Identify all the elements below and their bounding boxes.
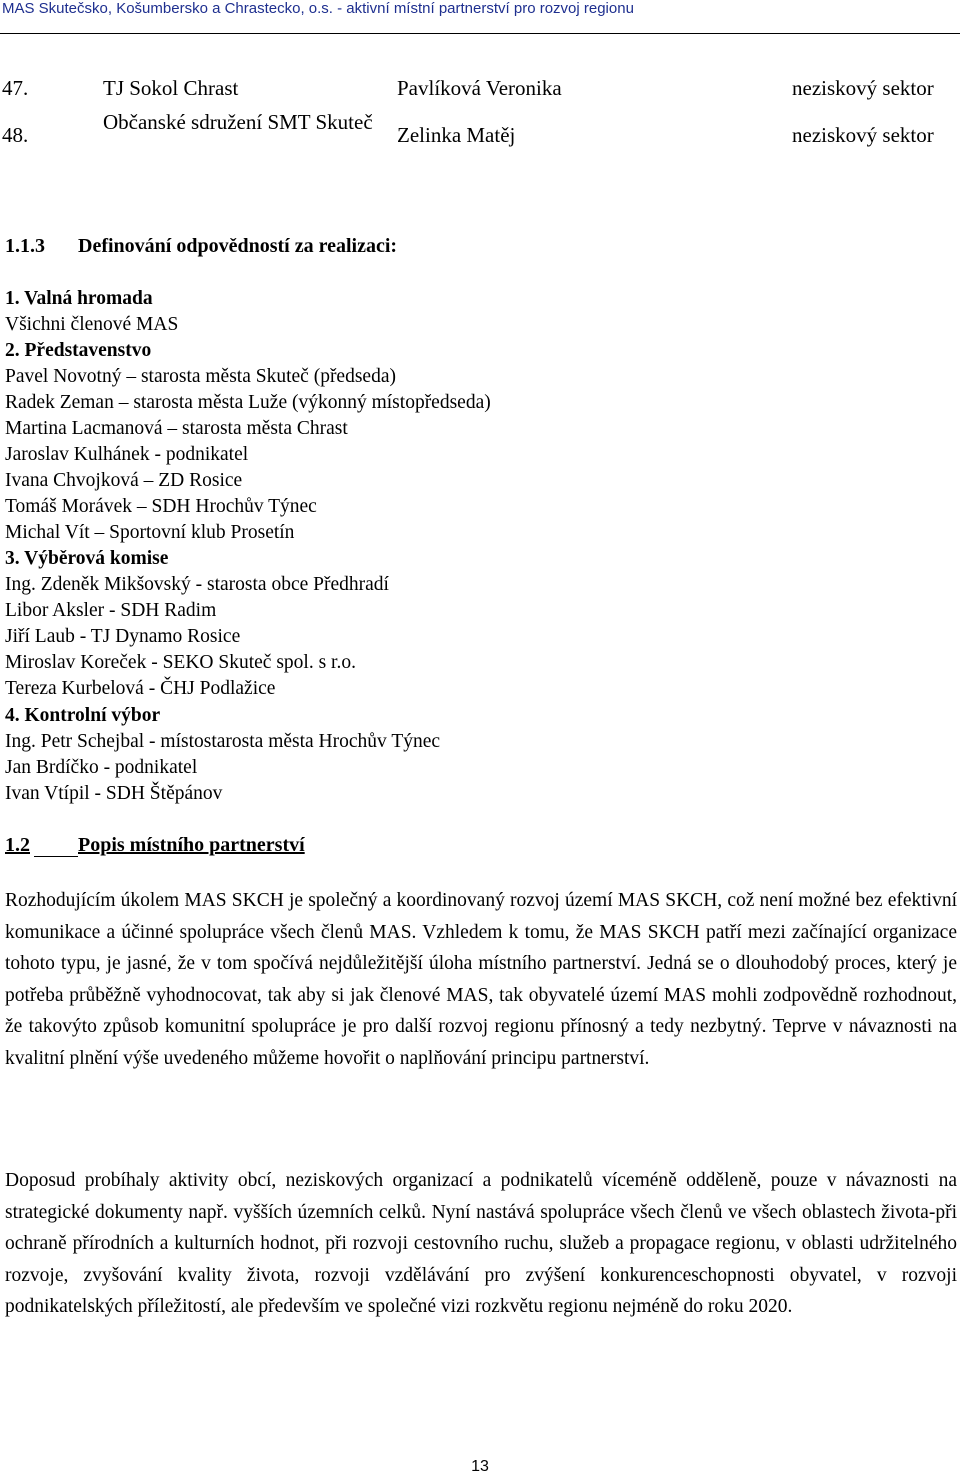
header-divider (0, 33, 960, 34)
body-line: Libor Aksler - SDH Radim (5, 600, 217, 621)
body-line: Tereza Kurbelová - ČHJ Podlažice (5, 678, 276, 699)
body-heading: 4. Kontrolní výbor (5, 705, 161, 726)
body-line: Martina Lacmanová – starosta města Chrast (5, 418, 348, 439)
body-line: Pavel Novotný – starosta města Skuteč (předseda) (5, 366, 396, 387)
body-line: Michal Vít – Sportovní klub Prosetín (5, 522, 295, 543)
body-line: Miroslav Koreček - SEKO Skuteč spol. s r.o. (5, 652, 356, 673)
section-title: Popis místního partnerství (78, 834, 305, 856)
section-number: 1.2 (5, 834, 30, 856)
member-sector: neziskový sektor (792, 76, 934, 100)
member-person: Zelinka Matěj (397, 123, 516, 147)
body-line: Jaroslav Kulhánek - podnikatel (5, 444, 249, 465)
row-number: 47. (2, 76, 29, 100)
member-organization: TJ Sokol Chrast (103, 76, 239, 100)
paragraph: Rozhodujícím úkolem MAS SKCH je společný a koordinovaný rozvoj území MAS SKCH, což není možné bez efektivní komunikace a účinné spolupráce všech členů MAS. Vzhledem k tomu, že MAS SKCH patří mezi začínající organizace tohoto typu, je jasné, že v tom spočívá nejdůležitější úloha místního partnerství. Jedná se o dlouhodobý proces, který je potřeba průběžně vyhodnocovat, tak aby si jak členové MAS, tak obyvatelé území MAS mohli zodpovědně rozhodnout, že takovýto způsob komunitní spolupráce je pro další rozvoj regionu přínosný a tedy nezbytný. Teprve v návaznosti na kvalitní plnění výše uvedeného můžeme hovořit o naplňování principu partnerství. (5, 890, 957, 1069)
body-line: Ing. Petr Schejbal - místostarosta města Hrochův Týnec (5, 731, 441, 752)
body-line: Ivana Chvojková – ZD Rosice (5, 470, 243, 491)
paragraph: Doposud probíhaly aktivity obcí, neziskových organizací a podnikatelů víceméně odděleně, pouze v návaznosti na strategické dokumenty např. vyšších územních celků. Nyní nastává spolupráce všech členů ve všech oblastech života-při ochraně přírodních a kulturních hodnot, při rozvoji cestovního ruchu, služeb a propagace regionu, v oblasti udržitelného rozvoje, zvyšování kvality života, rozvoji vzdělávání pro zvýšení konkurenceschopnosti obyvatel, v rozvoji podnikatelských příležitostí, ale především ve společné vizi rozkvětu regionu nejméně do roku 2020. (5, 1170, 957, 1318)
body-line: Všichni členové MAS (5, 314, 179, 335)
member-organization: Občanské sdružení SMT Skuteč (103, 110, 373, 134)
heading-underline (34, 856, 78, 857)
body-line: Ivan Vtípil - SDH Štěpánov (5, 783, 223, 804)
section-title: Definování odpovědností za realizaci: (78, 235, 398, 257)
body-line: Jan Brdíčko - podnikatel (5, 757, 198, 778)
body-line: Radek Zeman – starosta města Luže (výkonný místopředseda) (5, 392, 491, 413)
body-heading: 3. Výběrová komise (5, 548, 169, 569)
body-heading: 1. Valná hromada (5, 288, 153, 309)
body-heading: 2. Představenstvo (5, 340, 152, 361)
page-number: 13 (471, 1458, 489, 1475)
running-header: MAS Skutečsko, Košumbersko a Chrastecko, o.s. - aktivní místní partnerství pro rozvoj regionu (2, 0, 634, 17)
row-number: 48. (2, 123, 29, 147)
member-sector: neziskový sektor (792, 123, 934, 147)
member-person: Pavlíková Veronika (397, 76, 562, 100)
body-line: Jiří Laub - TJ Dynamo Rosice (5, 626, 241, 647)
body-line: Tomáš Morávek – SDH Hrochův Týnec (5, 496, 317, 517)
section-number: 1.1.3 (5, 235, 45, 257)
body-line: Ing. Zdeněk Mikšovský - starosta obce Předhradí (5, 574, 389, 595)
